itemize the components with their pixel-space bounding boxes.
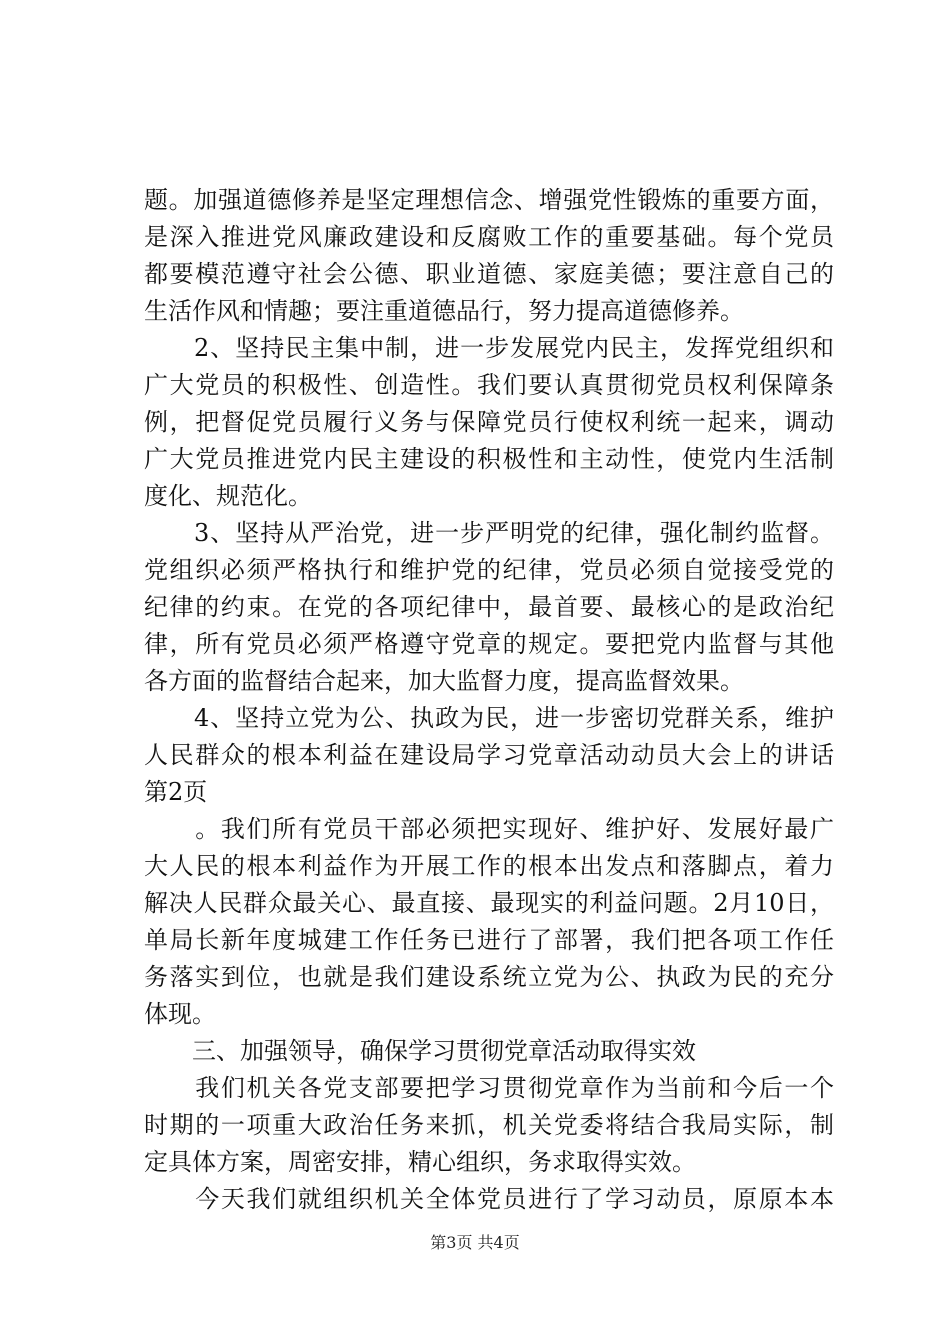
text-line: 解决人民群众最关心、最直接、最现实的利益问题。2月10日， [144, 889, 834, 917]
text-line: 单局长新年度城建工作任务已进行了部署，我们把各项工作任 [144, 926, 834, 954]
text-line: 2、坚持民主集中制，进一步发展党内民主，发挥党组织和 [144, 334, 834, 362]
text-line: 务落实到位，也就是我们建设系统立党为公、执政为民的充分 [144, 963, 834, 991]
text-line: 3、坚持从严治党，进一步严明党的纪律，强化制约监督。 [144, 519, 834, 547]
text-line: 都要模范遵守社会公德、职业道德、家庭美德；要注意自己的 [144, 260, 834, 288]
text-line: 度化、规范化。 [144, 482, 312, 510]
text-line: 第2页 [144, 778, 208, 806]
text-line: 人民群众的根本利益在建设局学习党章活动动员大会上的讲话 [144, 741, 834, 769]
text-line: 各方面的监督结合起来，加大监督力度，提高监督效果。 [144, 667, 744, 695]
text-line: 时期的一项重大政治任务来抓，机关党委将结合我局实际，制 [144, 1111, 834, 1139]
text-line: 律，所有党员必须严格遵守党章的规定。要把党内监督与其他 [144, 630, 834, 658]
text-line: 定具体方案，周密安排，精心组织，务求取得实效。 [144, 1148, 696, 1176]
text-line: 我们机关各党支部要把学习贯彻党章作为当前和今后一个 [144, 1074, 834, 1102]
text-line: 例，把督促党员履行义务与保障党员行使权利统一起来，调动 [144, 408, 834, 436]
text-line: 大人民的根本利益作为开展工作的根本出发点和落脚点，着力 [144, 852, 834, 880]
text-line: 4、坚持立党为公、执政为民，进一步密切党群关系，维护 [144, 704, 834, 732]
text-line: 。我们所有党员干部必须把实现好、维护好、发展好最广 [144, 815, 834, 843]
text-line: 广大党员的积极性、创造性。我们要认真贯彻党员权利保障条 [144, 371, 834, 399]
text-line: 纪律的约束。在党的各项纪律中，最首要、最核心的是政治纪 [144, 593, 834, 621]
text-line: 题。加强道德修养是坚定理想信念、增强党性锻炼的重要方面， [144, 186, 834, 214]
text-line: 广大党员推进党内民主建设的积极性和主动性，使党内生活制 [144, 445, 834, 473]
section-heading: 三、加强领导，确保学习贯彻党章活动取得实效 [144, 1037, 696, 1065]
text-line: 今天我们就组织机关全体党员进行了学习动员，原原本本 [144, 1185, 834, 1213]
text-line: 生活作风和情趣；要注重道德品行，努力提高道德修养。 [144, 297, 744, 325]
text-line: 体现。 [144, 1000, 216, 1028]
text-line: 是深入推进党风廉政建设和反腐败工作的重要基础。每个党员 [144, 223, 834, 251]
text-line: 党组织必须严格执行和维护党的纪律，党员必须自觉接受党的 [144, 556, 834, 584]
page-footer: 第3页 共4页 [430, 1233, 520, 1252]
